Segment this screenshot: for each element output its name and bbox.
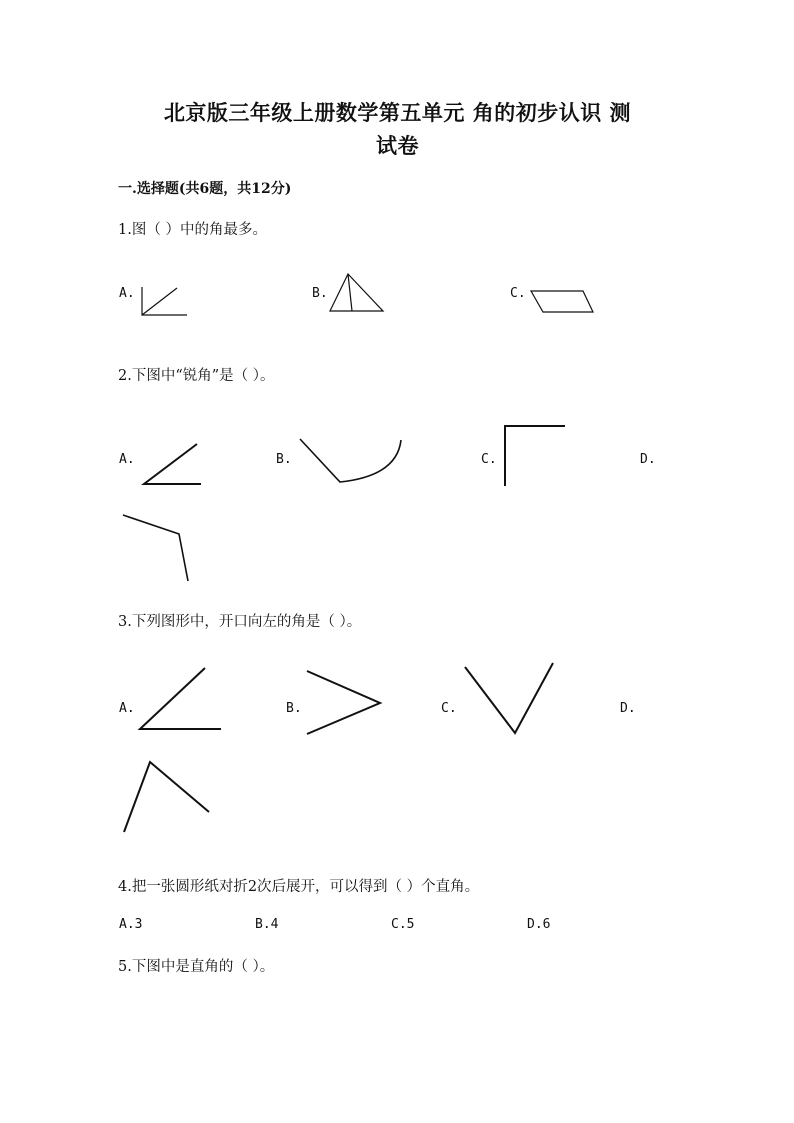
q4-option-c: C.5 xyxy=(391,917,415,932)
q3-option-c-label: C. xyxy=(441,701,457,716)
section-heading: 一.选择题(共6题，共12分) xyxy=(118,181,292,197)
q4-option-b: B.4 xyxy=(255,917,279,932)
q1-figure-a-angle xyxy=(140,285,190,320)
q2-option-b-label: B. xyxy=(276,452,292,467)
question-4-text: 4.把一张圆形纸对折2次后展开，可以得到（ ）个直角。 xyxy=(118,879,480,895)
q2-figure-a-acute-angle xyxy=(142,440,204,488)
q3-figure-a-angle-opening-right xyxy=(137,665,225,733)
q2-option-a-label: A. xyxy=(119,452,135,467)
q1-figure-b-triangle xyxy=(328,272,386,314)
q4-option-d: D.6 xyxy=(527,917,551,932)
q1-option-c-label: C. xyxy=(510,286,526,301)
q3-figure-b-angle-opening-left xyxy=(304,668,386,738)
q2-option-d-label: D. xyxy=(640,452,656,467)
question-5-text: 5.下图中是直角的（ ）。 xyxy=(118,959,275,975)
q3-option-d-label: D. xyxy=(620,701,636,716)
q2-option-c-label: C. xyxy=(481,452,497,467)
q3-figure-c-angle-opening-up xyxy=(462,660,558,738)
q3-option-b-label: B. xyxy=(286,701,302,716)
question-2-text: 2.下图中“锐角”是（ ）。 xyxy=(118,368,275,384)
q3-figure-d-angle-opening-down xyxy=(120,758,214,836)
title-line-1: 北京版三年级上册数学第五单元 角的初步认识 测 xyxy=(163,100,632,125)
q2-figure-b-curve xyxy=(297,436,405,486)
question-3-text: 3.下列图形中，开口向左的角是（ ）。 xyxy=(118,614,362,630)
q1-figure-c-parallelogram xyxy=(528,287,596,315)
question-1-text: 1.图（ ）中的角最多。 xyxy=(118,222,267,238)
q1-option-b-label: B. xyxy=(312,286,328,301)
q3-option-a-label: A. xyxy=(119,701,135,716)
q1-option-a-label: A. xyxy=(119,286,135,301)
worksheet-title xyxy=(120,96,675,162)
q2-figure-c-right-angle xyxy=(502,423,568,489)
q4-option-a: A.3 xyxy=(119,917,143,932)
title-line-2: 试卷 xyxy=(376,133,419,158)
q2-figure-d-obtuse-angle xyxy=(120,512,192,584)
